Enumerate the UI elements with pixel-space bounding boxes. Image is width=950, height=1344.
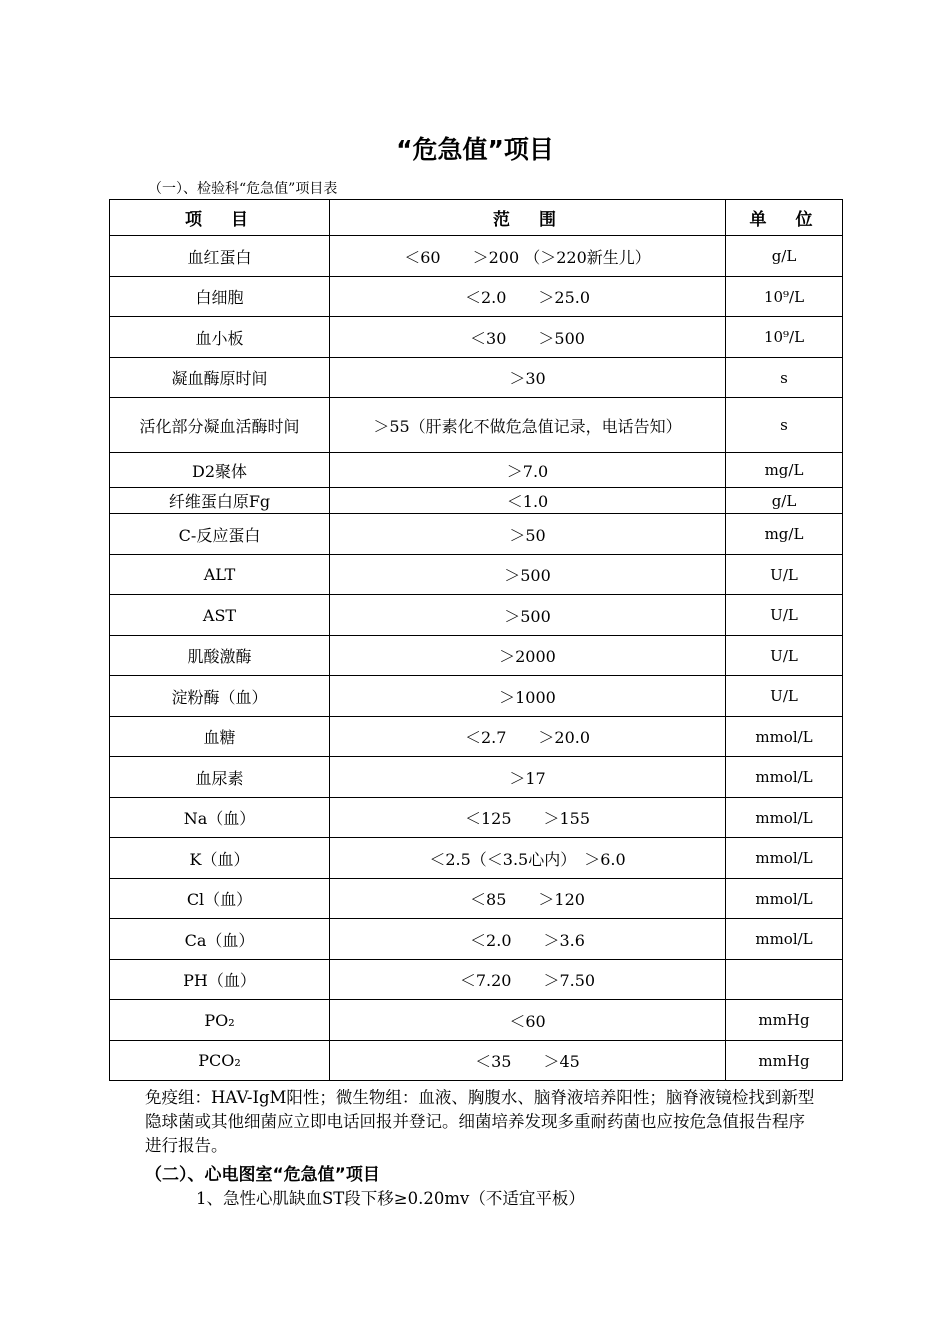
cell-range: ＞55（肝素化不做危急值记录，电话告知） [330, 398, 726, 453]
cell-range: ＜2.0 ＞25.0 [330, 277, 726, 317]
cell-unit: mmol/L [726, 717, 843, 757]
cell-unit: mmHg [726, 1041, 843, 1081]
cell-range: ＞30 [330, 358, 726, 398]
cell-item: ALT [110, 555, 330, 595]
cell-unit: U/L [726, 555, 843, 595]
table-row [110, 555, 843, 595]
cell-unit: mmol/L [726, 919, 843, 960]
cell-unit: 10⁹/L [726, 277, 843, 317]
cell-range: ＞2000 [330, 636, 726, 676]
cell-item: 白细胞 [110, 277, 330, 317]
cell-unit: mg/L [726, 453, 843, 488]
table-row [110, 757, 843, 798]
cell-range: ＞500 [330, 595, 726, 636]
cell-unit: mmol/L [726, 879, 843, 919]
table-row [110, 453, 843, 488]
cell-range: ＜35 ＞45 [330, 1041, 726, 1081]
header-range: 范 围 [330, 200, 726, 236]
page-title: “危急值”项目 [396, 135, 554, 164]
cell-range: ＜60 [330, 1000, 726, 1041]
cell-unit: mmol/L [726, 838, 843, 879]
cell-item: Na（血） [110, 798, 330, 838]
cell-unit: s [726, 358, 843, 398]
cell-item: PCO₂ [110, 1041, 330, 1081]
cell-unit: mmol/L [726, 757, 843, 798]
cell-item: 淀粉酶（血） [110, 676, 330, 717]
table-row [110, 514, 843, 555]
table-body [110, 236, 843, 1081]
table-row [110, 488, 843, 514]
cell-range: ＜2.0 ＞3.6 [330, 919, 726, 960]
cell-item: K（血） [110, 838, 330, 879]
cell-unit [726, 960, 843, 1000]
table-row [110, 676, 843, 717]
cell-item: 血红蛋白 [110, 236, 330, 277]
cell-range: ＜60 ＞200 （＞220新生儿） [330, 236, 726, 277]
cell-unit: s [726, 398, 843, 453]
table-row [110, 798, 843, 838]
cell-item: AST [110, 595, 330, 636]
section1-title: （一）、检验科“危急值”项目表 [148, 181, 338, 197]
cell-range: ＜2.5（＜3.5心内） ＞6.0 [330, 838, 726, 879]
table-row [110, 398, 843, 453]
cell-item: 血尿素 [110, 757, 330, 798]
table-row [110, 317, 843, 358]
table-row [110, 236, 843, 277]
cell-unit: g/L [726, 236, 843, 277]
table-row [110, 358, 843, 398]
cell-item: C-反应蛋白 [110, 514, 330, 555]
cell-unit: g/L [726, 488, 843, 514]
cell-item: 凝血酶原时间 [110, 358, 330, 398]
table-row [110, 595, 843, 636]
cell-range: ＞50 [330, 514, 726, 555]
cell-range: ＞1000 [330, 676, 726, 717]
section2-title: （二）、心电图室“危急值”项目 [145, 1165, 380, 1185]
cell-item: PO₂ [110, 1000, 330, 1041]
cell-item: 血糖 [110, 717, 330, 757]
table-row [110, 838, 843, 879]
cell-range: ＞500 [330, 555, 726, 595]
table-row [110, 277, 843, 317]
critical-values-table [109, 199, 843, 1081]
cell-unit: U/L [726, 676, 843, 717]
cell-range: ＜125 ＞155 [330, 798, 726, 838]
table-header-row [110, 200, 843, 236]
cell-unit: U/L [726, 636, 843, 676]
table-row [110, 717, 843, 757]
cell-item: Ca（血） [110, 919, 330, 960]
cell-unit: mmol/L [726, 798, 843, 838]
header-item: 项 目 [110, 200, 330, 236]
cell-unit: 10⁹/L [726, 317, 843, 358]
cell-range: ＜1.0 [330, 488, 726, 514]
cell-item: 活化部分凝血活酶时间 [110, 398, 330, 453]
section2-item-1: 1、急性心肌缺血ST段下移≥0.20mv（不适宜平板） [196, 1189, 585, 1208]
cell-range: ＜85 ＞120 [330, 879, 726, 919]
table-row [110, 919, 843, 960]
table-row [110, 1000, 843, 1041]
cell-item: Cl（血） [110, 879, 330, 919]
cell-range: ＜30 ＞500 [330, 317, 726, 358]
cell-unit: U/L [726, 595, 843, 636]
cell-range: ＜2.7 ＞20.0 [330, 717, 726, 757]
notes-paragraph: 免疫组：HAV-IgM阳性；微生物组：血液、胸腹水、脑脊液培养阳性；脑脊液镜检找到新型隐球菌或其他细菌应立即电话回报并登记。细菌培养发现多重耐药菌也应按危急值报告程序进行报告。 [145, 1088, 815, 1155]
cell-range: ＜7.20 ＞7.50 [330, 960, 726, 1000]
cell-item: 血小板 [110, 317, 330, 358]
header-unit: 单 位 [726, 200, 843, 236]
cell-unit: mmHg [726, 1000, 843, 1041]
cell-item: PH（血） [110, 960, 330, 1000]
table-row [110, 636, 843, 676]
cell-item: D2聚体 [110, 453, 330, 488]
cell-item: 纤维蛋白原Fg [110, 488, 330, 514]
table-row [110, 960, 843, 1000]
cell-range: ＞17 [330, 757, 726, 798]
cell-item: 肌酸激酶 [110, 636, 330, 676]
table-row [110, 879, 843, 919]
cell-range: ＞7.0 [330, 453, 726, 488]
cell-unit: mg/L [726, 514, 843, 555]
table-row [110, 1041, 843, 1081]
